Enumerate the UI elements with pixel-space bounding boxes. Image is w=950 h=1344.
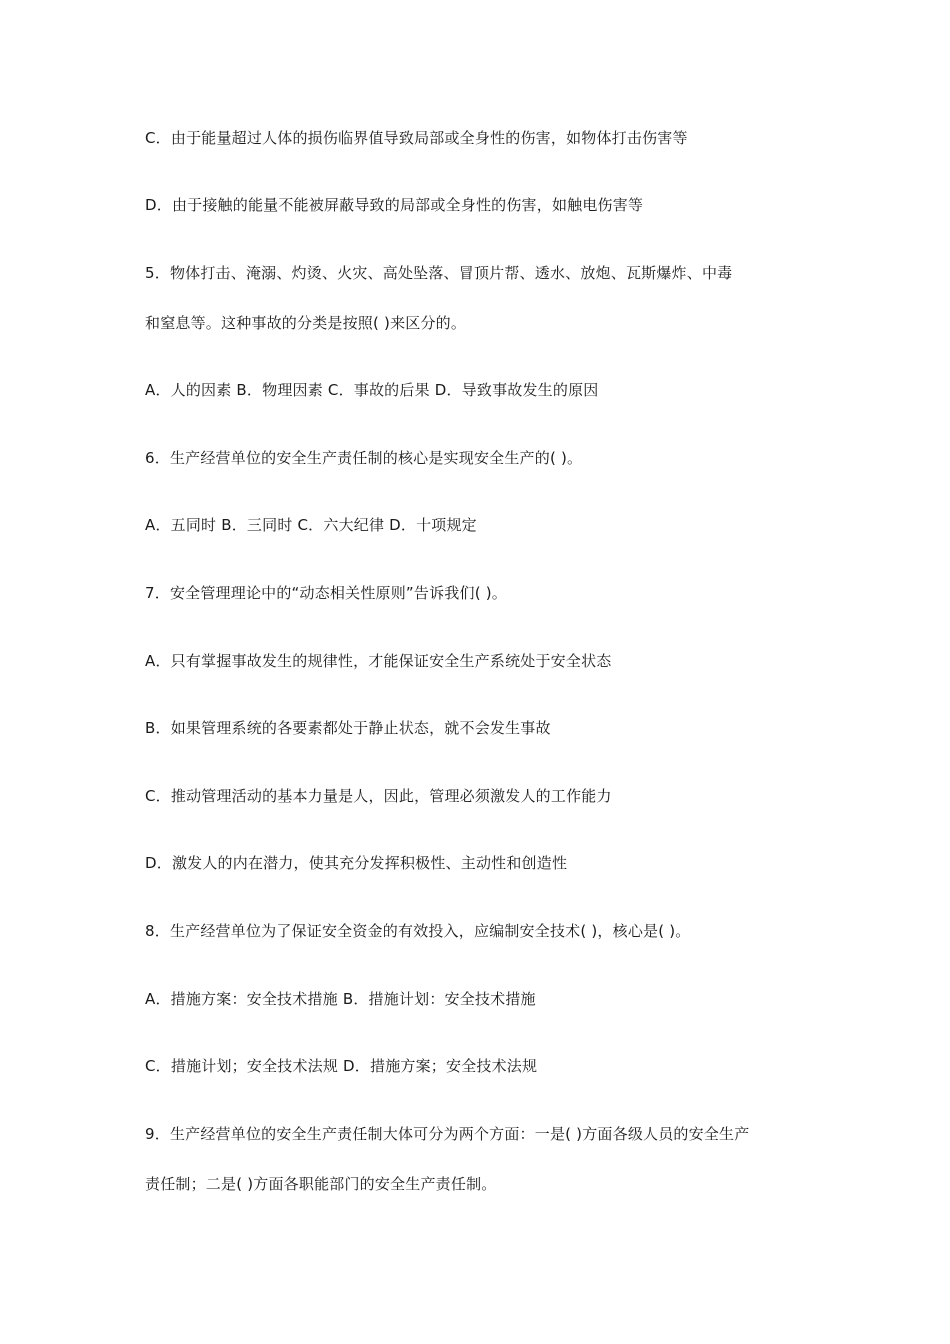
options-q8-cd: C．措施计划；安全技术法规 D．措施方案；安全技术法规 bbox=[145, 1057, 538, 1075]
options-q6: A．五同时 B．三同时 C．六大纪律 D．十项规定 bbox=[145, 516, 477, 534]
option-d-q7: D．激发人的内在潜力，使其充分发挥积极性、主动性和创造性 bbox=[145, 854, 568, 872]
question-7: 7．安全管理理论中的“动态相关性原则”告诉我们( )。 bbox=[145, 584, 507, 602]
question-9-line-1: 9．生产经营单位的安全生产责任制大体可分为两个方面：一是( )方面各级人员的安全生产 bbox=[145, 1125, 750, 1143]
option-a-q7: A．只有掌握事故发生的规律性，才能保证安全生产系统处于安全状态 bbox=[145, 652, 612, 670]
question-5-line-1: 5．物体打击、淹溺、灼烫、火灾、高处坠落、冒顶片帮、透水、放炮、瓦斯爆炸、中毒 bbox=[145, 264, 733, 282]
question-5-line-2: 和窒息等。这种事故的分类是按照( )来区分的。 bbox=[145, 314, 467, 332]
question-9-line-2: 责任制；二是( )方面各职能部门的安全生产责任制。 bbox=[145, 1175, 497, 1193]
question-8: 8．生产经营单位为了保证安全资金的有效投入，应编制安全技术( )，核心是( )。 bbox=[145, 922, 691, 940]
option-c-q7: C．推动管理活动的基本力量是人，因此，管理必须激发人的工作能力 bbox=[145, 787, 612, 805]
option-d-q4: D．由于接触的能量不能被屏蔽导致的局部或全身性的伤害，如触电伤害等 bbox=[145, 196, 644, 214]
options-q8-ab: A．措施方案：安全技术措施 B．措施计划：安全技术措施 bbox=[145, 990, 536, 1008]
option-c-q4: C．由于能量超过人体的损伤临界值导致局部或全身性的伤害，如物体打击伤害等 bbox=[145, 129, 688, 147]
option-b-q7: B．如果管理系统的各要素都处于静止状态，就不会发生事故 bbox=[145, 719, 551, 737]
options-q5: A．人的因素 B．物理因素 C．事故的后果 D．导致事故发生的原因 bbox=[145, 381, 599, 399]
question-6: 6．生产经营单位的安全生产责任制的核心是实现安全生产的( )。 bbox=[145, 449, 583, 467]
